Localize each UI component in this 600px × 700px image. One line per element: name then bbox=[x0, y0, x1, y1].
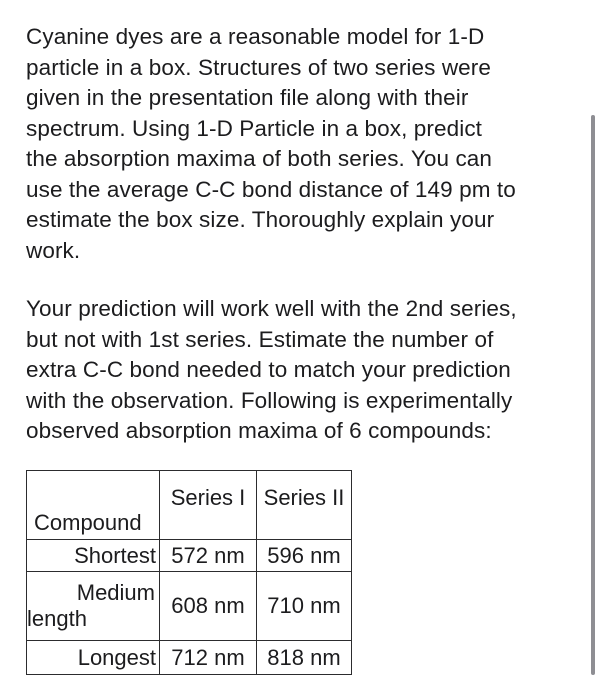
series1-value: 712 nm bbox=[160, 641, 257, 675]
text-line: spectrum. Using 1-D Particle in a box, predict bbox=[26, 115, 483, 141]
text-line: Your prediction will work well with the 2nd series, bbox=[26, 296, 517, 321]
table-row bbox=[27, 572, 352, 641]
text-line: use the average C-C bond distance of 149 pm to bbox=[26, 176, 516, 202]
series2-value: 710 nm bbox=[257, 572, 352, 641]
compound-cell: Shortest bbox=[27, 540, 160, 572]
compound-line-2: length bbox=[27, 606, 87, 631]
compound-cell: Longest bbox=[27, 641, 160, 675]
table-header-row bbox=[27, 471, 352, 540]
compound-cell bbox=[27, 572, 160, 641]
text-line: observed absorption maxima of 6 compounds: bbox=[26, 418, 492, 443]
table-row bbox=[27, 641, 352, 675]
header-series-2: Series II bbox=[257, 471, 352, 540]
text-line: Cyanine dyes are a reasonable model for 1-D bbox=[26, 24, 485, 49]
question-paragraph-1 bbox=[26, 22, 586, 266]
absorption-maxima-table bbox=[26, 470, 352, 675]
scrollbar[interactable] bbox=[591, 115, 595, 675]
text-line: but not with 1st series. Estimate the number of bbox=[26, 326, 494, 352]
text-line: given in the presentation file along with their bbox=[26, 85, 469, 110]
text-line: estimate the box size. Thoroughly explain your bbox=[26, 207, 495, 232]
series2-value: 596 nm bbox=[257, 540, 352, 572]
header-compound: Compound bbox=[27, 471, 160, 540]
question-paragraph-2 bbox=[26, 294, 586, 447]
series2-value: 818 nm bbox=[257, 641, 352, 675]
text-line: the absorption maxima of both series. You can bbox=[26, 146, 493, 171]
text-line: with the observation. Following is experimentally bbox=[26, 387, 513, 413]
series1-value: 572 nm bbox=[160, 540, 257, 572]
text-line: particle in a box. Structures of two series were bbox=[26, 54, 491, 80]
text-line: extra C-C bond needed to match your prediction bbox=[26, 357, 511, 382]
text-line: work. bbox=[26, 237, 81, 263]
table-row bbox=[27, 540, 352, 572]
header-series-1: Series I bbox=[160, 471, 257, 540]
compound-line-1: Medium bbox=[76, 580, 155, 605]
series1-value: 608 nm bbox=[160, 572, 257, 641]
